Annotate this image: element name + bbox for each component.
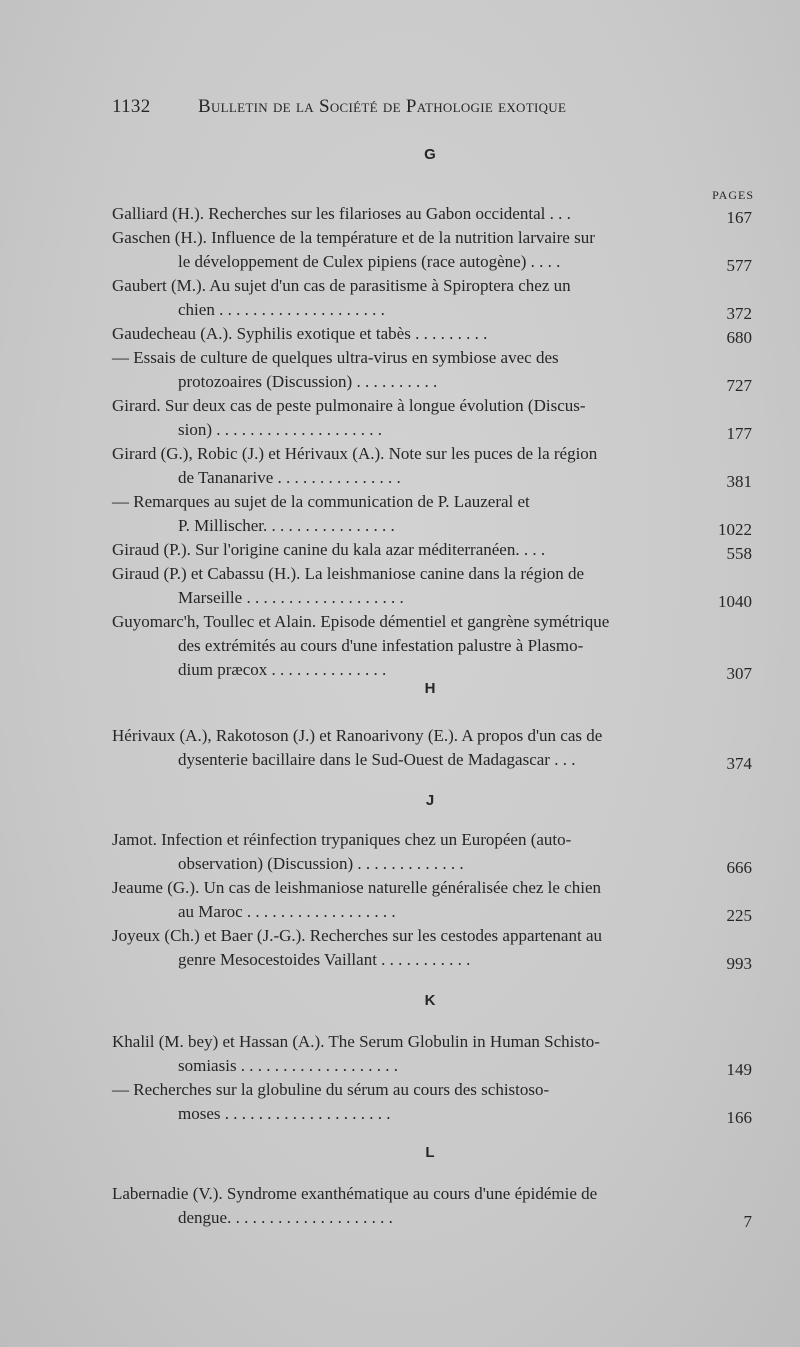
index-entry <box>112 346 752 394</box>
entry-line: dysenterie bacillaire dans le Sud-Ouest de Madagascar . . . 374 <box>112 748 752 772</box>
page-ref: 372 <box>726 304 752 323</box>
section-letter-h: H <box>424 680 436 697</box>
page-ref: 577 <box>726 256 752 275</box>
entry-line: Giraud (P.) et Cabassu (H.). La leishmaniose canine dans la région de <box>112 564 585 583</box>
entry-line: protozoaires (Discussion) . . . . . . . . . . 727 <box>112 370 752 394</box>
entry-line: Gaubert (M.). Au sujet d'un cas de parasitisme à Spiroptera chez un <box>112 276 571 295</box>
entry-line: somiasis . . . . . . . . . . . . . . . . . . . 149 <box>112 1054 752 1078</box>
entry-line: genre Mesocestoides Vaillant . . . . . . . . . . . 993 <box>112 948 752 972</box>
entry-line: Joyeux (Ch.) et Baer (J.-G.). Recherches sur les cestodes appartenant au <box>112 926 602 945</box>
entry-line: Hérivaux (A.), Rakotoson (J.) et Ranoarivony (E.). A propos d'un cas de <box>112 726 603 745</box>
entry-line: observation) (Discussion) . . . . . . . . . . . . . 666 <box>112 852 752 876</box>
entry-line: des extrémités au cours d'une infestation palustre à Plasmo- <box>178 636 584 655</box>
index-entry <box>112 924 752 972</box>
entry-line: de Tananarive . . . . . . . . . . . . . . . 381 <box>112 466 752 490</box>
page-ref: 167 <box>726 208 752 227</box>
index-entry <box>112 724 752 772</box>
index-entry <box>112 394 752 442</box>
entry-line: dium præcox . . . . . . . . . . . . . . 307 <box>112 658 752 682</box>
entry-line: Girard. Sur deux cas de peste pulmonaire à longue évolution (Discus- <box>112 396 586 415</box>
index-entry <box>112 322 752 346</box>
index-entry <box>112 876 752 924</box>
index-entry <box>112 1182 752 1230</box>
entry-line: Guyomarc'h, Toullec et Alain. Episode démentiel et gangrène symétrique <box>112 612 610 631</box>
page-ref: 225 <box>726 906 752 925</box>
entry-line: Jeaume (G.). Un cas de leishmaniose naturelle généralisée chez le chien <box>112 878 601 897</box>
index-entry <box>112 1030 752 1078</box>
index-entry <box>112 538 752 562</box>
entry-line: — Essais de culture de quelques ultra-virus en symbiose avec des <box>112 348 559 367</box>
entry-line: dengue. . . . . . . . . . . . . . . . . . . . 7 <box>112 1206 752 1230</box>
index-entry <box>112 828 752 876</box>
page-ref: 177 <box>726 424 752 443</box>
section-letter-j: J <box>425 792 435 809</box>
entry-line: au Maroc . . . . . . . . . . . . . . . . . . 225 <box>112 900 752 924</box>
section-letter-k: K <box>424 992 436 1009</box>
entry-line: Labernadie (V.). Syndrome exanthématique au cours d'une épidémie de <box>112 1184 598 1203</box>
entry-line: Jamot. Infection et réinfection trypaniques chez un Européen (auto- <box>112 830 572 849</box>
section-letter-g: G <box>424 146 436 163</box>
page-ref: 307 <box>726 664 752 683</box>
page-ref: 666 <box>726 858 752 877</box>
index-entry <box>112 226 752 274</box>
entry-line: Khalil (M. bey) et Hassan (A.). The Serum Globulin in Human Schisto- <box>112 1032 600 1051</box>
index-entry <box>112 490 752 538</box>
page-number: 1132 <box>112 96 151 117</box>
page-ref: 1040 <box>718 592 752 611</box>
index-entry <box>112 202 752 226</box>
entry-line: sion) . . . . . . . . . . . . . . . . . . . . 177 <box>112 418 752 442</box>
entry-line: chien . . . . . . . . . . . . . . . . . . . . 372 <box>112 298 752 322</box>
page-ref: 727 <box>726 376 752 395</box>
page-ref: 993 <box>726 954 752 973</box>
page-ref: 166 <box>726 1108 752 1127</box>
index-entry <box>112 610 752 682</box>
page-ref: 7 <box>743 1212 752 1231</box>
entry-line: le développement de Culex pipiens (race autogène) . . . . 577 <box>112 250 752 274</box>
index-entry <box>112 1078 752 1126</box>
index-entry <box>112 274 752 322</box>
page-ref: 374 <box>726 754 752 773</box>
entry-line: — Recherches sur la globuline du sérum au cours des schistoso- <box>112 1080 550 1099</box>
page-ref: 149 <box>726 1060 752 1079</box>
journal-title: Bulletin de la Société de Pathologie exotique <box>198 96 567 117</box>
entry-line: moses . . . . . . . . . . . . . . . . . . . . 166 <box>112 1102 752 1126</box>
page-ref: 558 <box>726 544 752 563</box>
entry-line: P. Millischer. . . . . . . . . . . . . . . . 1022 <box>112 514 752 538</box>
page-ref: 381 <box>726 472 752 491</box>
entry-line: Marseille . . . . . . . . . . . . . . . . . . . 1040 <box>112 586 752 610</box>
section-letter-l: L <box>425 1144 435 1161</box>
page-ref: 1022 <box>718 520 752 539</box>
entry-line: — Remarques au sujet de la communication de P. Lauzeral et <box>112 492 530 511</box>
pages-column-label: PAGES <box>712 188 754 202</box>
entry-line: Girard (G.), Robic (J.) et Hérivaux (A.). Note sur les puces de la région <box>112 444 598 463</box>
entry-line: Giraud (P.). Sur l'origine canine du kala azar méditerranéen. . . . 558 <box>112 538 752 562</box>
page-ref: 680 <box>726 328 752 347</box>
entry-line: Galliard (H.). Recherches sur les filarioses au Gabon occidental . . . 167 <box>112 202 752 226</box>
index-entry <box>112 442 752 490</box>
entry-line: Gaudecheau (A.). Syphilis exotique et tabès . . . . . . . . . 680 <box>112 322 752 346</box>
running-header <box>112 96 672 118</box>
index-entry <box>112 562 752 610</box>
entry-line: Gaschen (H.). Influence de la température et de la nutrition larvaire sur <box>112 228 595 247</box>
